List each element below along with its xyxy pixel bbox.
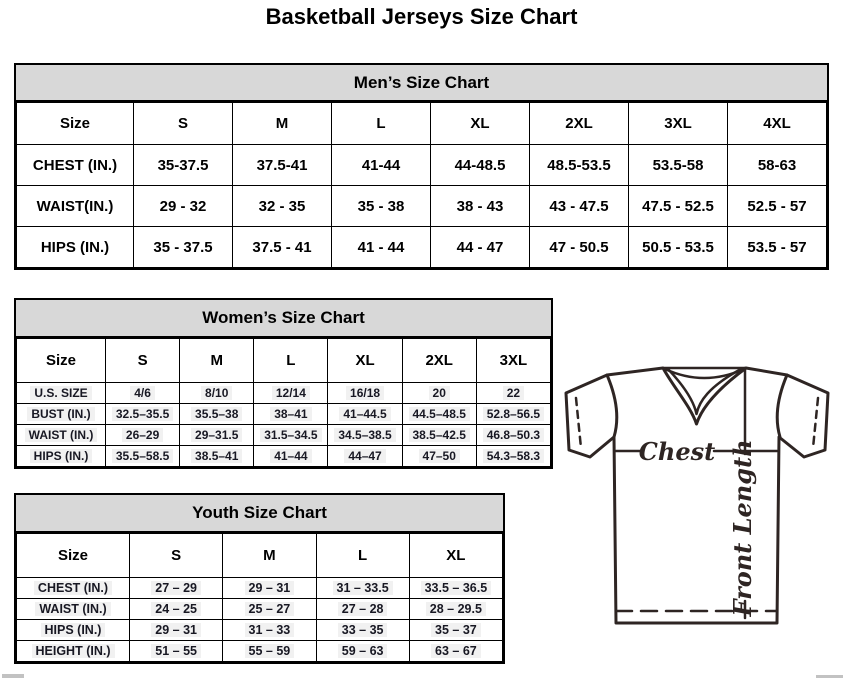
size-value-text: 59 – 63 — [338, 644, 388, 658]
row-label-text: BUST (IN.) — [27, 407, 94, 421]
size-value-text: 47.5 - 52.5 — [642, 197, 714, 215]
size-corner-header: Size — [17, 339, 106, 383]
measurement-row — [17, 599, 503, 620]
size-column-header: M — [180, 339, 254, 383]
size-value-text: 28 – 29.5 — [426, 602, 486, 616]
size-value-text: 47 - 50.5 — [549, 238, 609, 256]
size-column-header: 2XL — [530, 103, 629, 145]
size-value-text: 35 – 37 — [431, 623, 481, 637]
size-value-cell — [134, 186, 233, 227]
row-label — [17, 404, 106, 425]
size-value-cell — [233, 227, 332, 268]
jersey-measurement-diagram — [556, 360, 838, 626]
measurement-row — [17, 227, 827, 268]
size-value-text: 53.5 - 57 — [747, 238, 807, 256]
youth-size-table — [16, 533, 503, 662]
row-label — [17, 425, 106, 446]
size-value-cell — [409, 578, 502, 599]
row-label — [17, 145, 134, 186]
right-armhole-seam — [777, 375, 787, 437]
row-label — [17, 186, 134, 227]
left-cuff-dashed-line — [576, 398, 581, 448]
row-label-text: HIPS (IN.) — [30, 449, 93, 463]
size-value-cell — [476, 446, 550, 467]
right-cuff-dashed-line — [813, 398, 818, 448]
row-label-text: CHEST (IN.) — [32, 156, 118, 174]
size-value-text: 41-44 — [361, 156, 401, 174]
size-value-cell — [106, 404, 180, 425]
measurement-row — [17, 404, 551, 425]
size-value-text: 47–50 — [419, 449, 460, 463]
size-value-text: 31.5–34.5 — [260, 428, 321, 442]
row-label — [17, 641, 130, 662]
row-label-text: HIPS (IN.) — [41, 623, 106, 637]
size-value-text: 25 – 27 — [245, 602, 295, 616]
size-value-text: 52.8–56.5 — [483, 407, 544, 421]
size-value-cell — [254, 383, 328, 404]
measurement-row — [17, 641, 503, 662]
size-value-cell — [409, 620, 502, 641]
size-value-cell — [106, 383, 180, 404]
size-value-text: 41–44 — [270, 449, 311, 463]
size-value-text: 31 – 33 — [245, 623, 295, 637]
size-value-cell — [332, 227, 431, 268]
size-value-text: 29 – 31 — [245, 581, 295, 595]
header-row — [17, 339, 551, 383]
row-label-text: WAIST (IN.) — [35, 602, 110, 616]
size-value-cell — [233, 145, 332, 186]
size-value-cell — [409, 641, 502, 662]
row-label — [17, 620, 130, 641]
size-value-cell — [316, 620, 409, 641]
womens-chart-title: Women’s Size Chart — [16, 300, 551, 338]
size-value-cell — [328, 425, 402, 446]
size-value-text: 29 – 31 — [151, 623, 201, 637]
row-label-text: WAIST(IN.) — [36, 197, 114, 215]
size-value-cell — [728, 145, 827, 186]
size-value-cell — [328, 404, 402, 425]
womens-size-table — [16, 338, 551, 467]
size-value-cell — [134, 227, 233, 268]
size-value-text: 35 - 38 — [357, 197, 405, 215]
row-label — [17, 383, 106, 404]
size-value-text: 41–44.5 — [339, 407, 390, 421]
size-value-text: 38.5–42.5 — [409, 428, 470, 442]
size-value-cell — [629, 186, 728, 227]
size-value-text: 50.5 - 53.5 — [642, 238, 714, 256]
size-value-cell — [106, 446, 180, 467]
size-value-text: 34.5–38.5 — [334, 428, 395, 442]
size-value-cell — [530, 145, 629, 186]
row-label-text: HIPS (IN.) — [40, 238, 110, 256]
size-column-header: XL — [431, 103, 530, 145]
size-value-cell — [130, 641, 223, 662]
size-value-cell — [134, 145, 233, 186]
row-label — [17, 227, 134, 268]
measurement-row — [17, 425, 551, 446]
size-value-text: 20 — [429, 386, 450, 400]
size-value-text: 22 — [503, 386, 524, 400]
header-row — [17, 534, 503, 578]
size-column-header: S — [130, 534, 223, 578]
row-label-text: HEIGHT (IN.) — [32, 644, 115, 658]
jersey-outline — [566, 368, 828, 623]
size-column-header: XL — [328, 339, 402, 383]
size-value-cell — [530, 186, 629, 227]
left-armhole-seam — [607, 375, 617, 437]
measurement-row — [17, 446, 551, 467]
size-value-cell — [223, 599, 316, 620]
size-value-cell — [402, 446, 476, 467]
size-value-text: 63 – 67 — [431, 644, 481, 658]
size-column-header: 4XL — [728, 103, 827, 145]
size-value-cell — [629, 227, 728, 268]
size-value-cell — [233, 186, 332, 227]
row-label-text: WAIST (IN.) — [25, 428, 98, 442]
size-value-text: 33 – 35 — [338, 623, 388, 637]
size-value-text: 38–41 — [270, 407, 311, 421]
size-value-text: 35 - 37.5 — [153, 238, 213, 256]
header-row — [17, 103, 827, 145]
size-value-text: 8/10 — [201, 386, 232, 400]
size-column-header: 3XL — [476, 339, 550, 383]
size-value-cell — [402, 383, 476, 404]
size-value-text: 35.5–58.5 — [112, 449, 173, 463]
size-value-text: 53.5-58 — [652, 156, 704, 174]
row-label — [17, 599, 130, 620]
size-value-cell — [130, 599, 223, 620]
size-value-cell — [728, 186, 827, 227]
size-value-cell — [409, 599, 502, 620]
size-value-cell — [106, 425, 180, 446]
size-value-cell — [728, 227, 827, 268]
size-value-cell — [180, 383, 254, 404]
measurement-row — [17, 578, 503, 599]
size-value-cell — [254, 404, 328, 425]
size-value-text: 24 – 25 — [151, 602, 201, 616]
size-value-text: 29 - 32 — [159, 197, 207, 215]
size-value-cell — [402, 404, 476, 425]
mens-chart-title: Men’s Size Chart — [16, 65, 827, 102]
size-value-cell — [431, 186, 530, 227]
size-value-cell — [431, 145, 530, 186]
row-label-text: CHEST (IN.) — [34, 581, 112, 595]
size-value-text: 37.5-41 — [256, 156, 308, 174]
chest-label: Chest — [638, 437, 716, 466]
size-value-cell — [530, 227, 629, 268]
measurement-row — [17, 186, 827, 227]
size-value-cell — [180, 425, 254, 446]
size-value-cell — [223, 641, 316, 662]
measurement-row — [17, 383, 551, 404]
size-value-cell — [328, 446, 402, 467]
size-value-text: 32 - 35 — [258, 197, 306, 215]
size-value-text: 55 – 59 — [245, 644, 295, 658]
size-value-cell — [629, 145, 728, 186]
size-column-header: 2XL — [402, 339, 476, 383]
size-value-text: 44–47 — [344, 449, 385, 463]
size-value-cell — [476, 383, 550, 404]
size-column-header: L — [316, 534, 409, 578]
size-value-text: 26–29 — [122, 428, 163, 442]
size-value-cell — [476, 404, 550, 425]
size-value-text: 35.5–38 — [191, 407, 242, 421]
size-value-text: 27 – 29 — [151, 581, 201, 595]
row-label — [17, 578, 130, 599]
size-corner-header: Size — [17, 534, 130, 578]
size-column-header: 3XL — [629, 103, 728, 145]
size-value-cell — [180, 404, 254, 425]
size-value-text: 38.5–41 — [191, 449, 242, 463]
size-value-text: 31 – 33.5 — [333, 581, 393, 595]
size-value-cell — [431, 227, 530, 268]
size-value-text: 12/14 — [272, 386, 310, 400]
youth-chart-title: Youth Size Chart — [16, 495, 503, 533]
front-length-label: Front Length — [728, 439, 757, 617]
size-value-cell — [332, 145, 431, 186]
size-value-cell — [316, 578, 409, 599]
size-value-text: 46.8–50.3 — [483, 428, 544, 442]
size-value-cell — [328, 383, 402, 404]
size-value-text: 16/18 — [346, 386, 384, 400]
size-value-text: 54.3–58.3 — [483, 449, 544, 463]
size-value-text: 4/6 — [130, 386, 155, 400]
youth-size-chart — [14, 493, 505, 664]
row-label — [17, 446, 106, 467]
size-value-cell — [223, 578, 316, 599]
size-value-text: 38 - 43 — [456, 197, 504, 215]
size-value-text: 32.5–35.5 — [112, 407, 173, 421]
size-value-text: 44.5–48.5 — [409, 407, 470, 421]
size-column-header: S — [134, 103, 233, 145]
mens-size-table — [16, 102, 827, 268]
size-column-header: S — [106, 339, 180, 383]
size-value-text: 35-37.5 — [157, 156, 209, 174]
size-value-cell — [402, 425, 476, 446]
size-value-text: 48.5-53.5 — [547, 156, 611, 174]
size-value-cell — [130, 620, 223, 641]
size-value-text: 27 – 28 — [338, 602, 388, 616]
size-value-cell — [223, 620, 316, 641]
size-value-text: 37.5 - 41 — [252, 238, 312, 256]
size-value-text: 51 – 55 — [151, 644, 201, 658]
size-value-text: 52.5 - 57 — [747, 197, 807, 215]
mens-size-chart — [14, 63, 829, 270]
size-value-cell — [254, 425, 328, 446]
size-value-text: 44-48.5 — [454, 156, 506, 174]
size-value-cell — [332, 186, 431, 227]
size-value-text: 58-63 — [757, 156, 797, 174]
size-value-cell — [180, 446, 254, 467]
size-value-text: 43 - 47.5 — [549, 197, 609, 215]
size-column-header: L — [254, 339, 328, 383]
size-value-cell — [254, 446, 328, 467]
measurement-row — [17, 620, 503, 641]
size-value-text: 29–31.5 — [191, 428, 242, 442]
size-value-cell — [316, 599, 409, 620]
womens-size-chart — [14, 298, 553, 469]
size-value-text: 44 - 47 — [456, 238, 504, 256]
size-column-header: XL — [409, 534, 502, 578]
horizontal-scrollbar-fragment-left[interactable] — [2, 674, 24, 678]
size-value-text: 41 - 44 — [357, 238, 405, 256]
size-value-cell — [316, 641, 409, 662]
row-label-text: U.S. SIZE — [30, 386, 91, 400]
size-value-cell — [130, 578, 223, 599]
horizontal-scrollbar-fragment-right[interactable] — [816, 675, 843, 678]
size-column-header: M — [223, 534, 316, 578]
size-column-header: M — [233, 103, 332, 145]
size-column-header: L — [332, 103, 431, 145]
size-corner-header: Size — [17, 103, 134, 145]
page-title: Basketball Jerseys Size Chart — [265, 4, 578, 29]
measurement-row — [17, 145, 827, 186]
size-value-cell — [476, 425, 550, 446]
size-value-text: 33.5 – 36.5 — [421, 581, 492, 595]
